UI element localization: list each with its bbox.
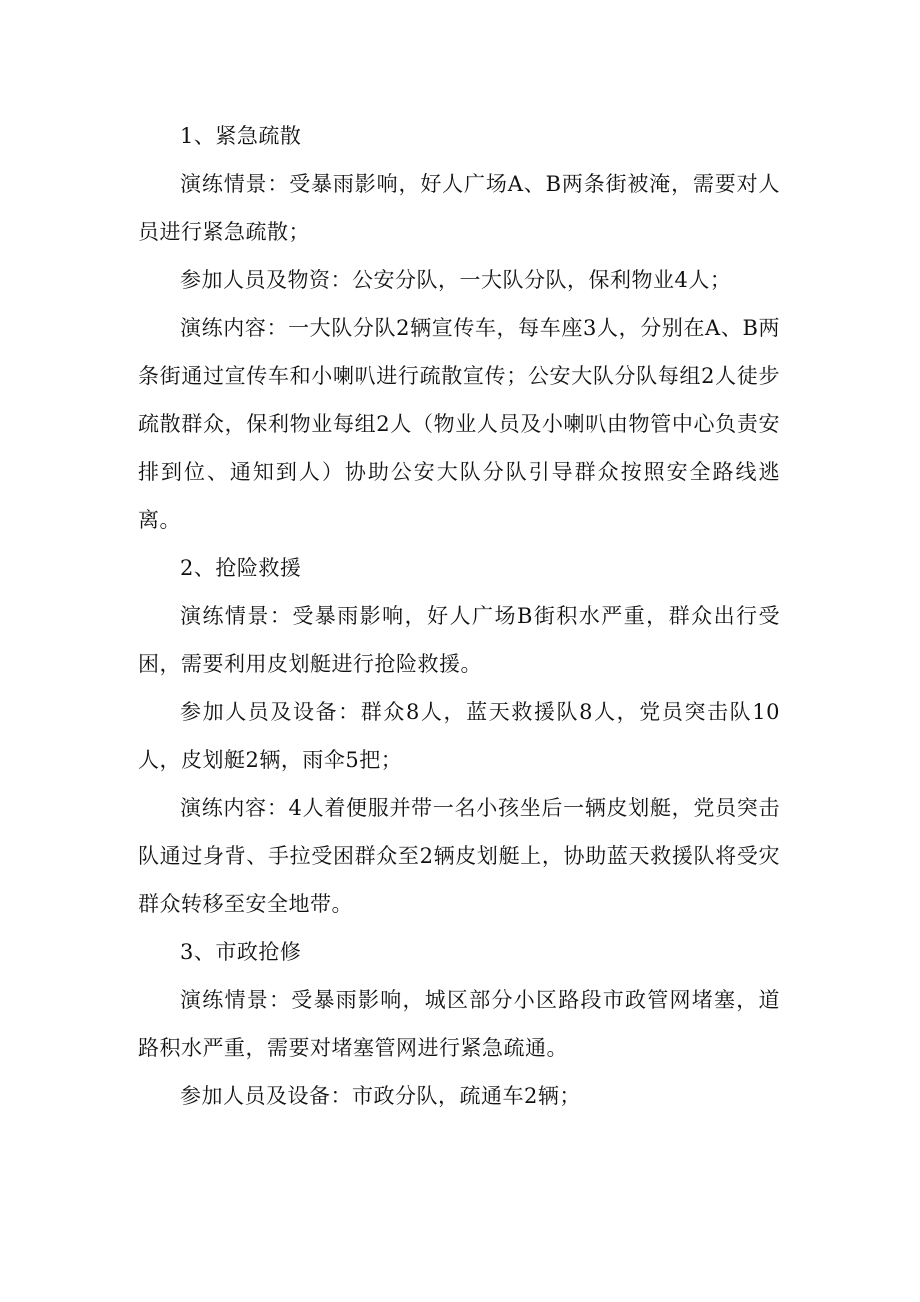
- section-heading-evacuation: 1、紧急疏散: [180, 124, 302, 148]
- rescue-content-paragraph: 演练内容：4人着便服并带一名小孩坐后一辆皮划艇，党员突击队通过身背、手拉受困群众至2辆皮划艇上，协助蓝天救援队将受灾群众转移至安全地带。: [138, 796, 780, 916]
- section-heading-repair: 3、市政抢修: [180, 940, 302, 964]
- rescue-scenario-paragraph: 演练情景：受暴雨影响，好人广场B街积水严重，群众出行受困，需要利用皮划艇进行抢险救援。: [138, 604, 780, 676]
- evacuation-scenario-paragraph: 演练情景：受暴雨影响，好人广场A、B两条街被淹，需要对人员进行紧急疏散；: [138, 172, 780, 244]
- evacuation-participants-paragraph: 参加人员及物资：公安分队，一大队分队，保利物业4人；: [180, 268, 732, 292]
- repair-scenario-paragraph: 演练情景：受暴雨影响，城区部分小区路段市政管网堵塞，道路积水严重，需要对堵塞管网进行紧急疏通。: [138, 988, 780, 1060]
- repair-participants-paragraph: 参加人员及设备：市政分队，疏通车2辆；: [180, 1084, 581, 1108]
- document-body: [138, 112, 780, 1120]
- rescue-participants-paragraph: 参加人员及设备：群众8人，蓝天救援队8人，党员突击队10人，皮划艇2辆，雨伞5把；: [138, 700, 780, 772]
- evacuation-content-paragraph: 演练内容：一大队分队2辆宣传车，每车座3人，分别在A、B两条街通过宣传车和小喇叭进行疏散宣传；公安大队分队每组2人徒步疏散群众，保利物业每组2人（物业人员及小喇叭由物管中心负责安排到位、通知到人）协助公安大队分队引导群众按照安全路线逃离。: [138, 316, 780, 532]
- section-heading-rescue: 2、抢险救援: [180, 556, 302, 580]
